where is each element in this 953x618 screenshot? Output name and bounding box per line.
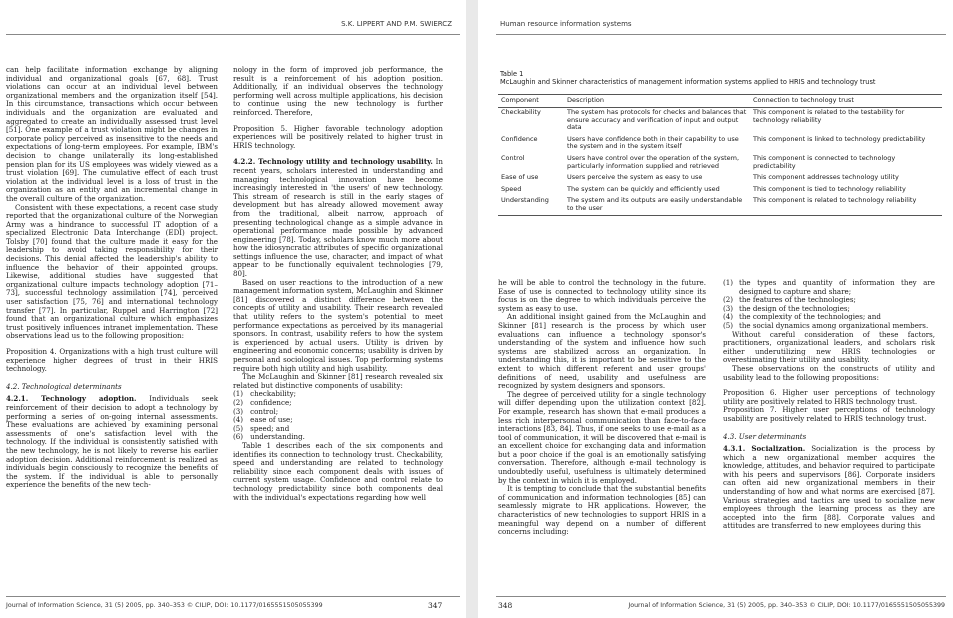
page-number: 347 [428,601,443,610]
table-row [498,173,942,185]
proposition-5: Proposition 5. Higher favorable technology adoption experiences will be positively related to higher trust in HRIS technology. [233,123,443,150]
table-1 [498,94,942,216]
footer-rule [496,596,946,597]
proposition-7: Proposition 7. Higher user perceptions of technology usability are positively related to HRIS technology trust. [723,405,935,423]
paragraph: These observations on the constructs of utility and usability lead to the following propositions: [723,363,935,382]
table-cell: This component is linked to technology predictability [753,134,926,143]
list-item: (3) the design of the technologies; [723,303,850,313]
table-cell: Checkability [501,108,541,117]
page-number: 348 [498,601,513,610]
list-item: (6) understanding. [233,432,305,442]
table-cell: Speed [501,184,522,193]
footer-citation: Journal of Information Science, 31 (5) 2005, pp. 340–353 © CILIP, DOI: 10.1177/0165551505055399 [6,602,323,609]
table-cell: The system has protocols for checks and balances that ensure accuracy and verification of input and output data [567,108,747,132]
table-label: Table 1 [500,70,524,78]
table-row [498,184,942,196]
right-page [478,0,953,618]
paragraph: The degree of perceived utility for a single technology will differ depending upon the utilization context [82]. For example, research has shown that e-mail produces a less rich interpersonal communication than face-to-face interactions [83, 84]. Thus, if one seeks to use e-mail as a tool of communication, it will be discovered that e-mail is an excellent choice for exchanging data and information but a poor choice if the goal is an emotionally satisfying conversation. Therefore, although e-mail technology is undoubtedly useful, usefulness is ultimately determined by the context in which it is employed. [498,389,706,485]
table-row [498,154,942,173]
subsection-heading: 4.2.1. Technology adoption. [6,394,137,404]
table-cell: Control [501,154,525,163]
concerns-list [723,279,935,331]
table-row [498,107,942,134]
paragraph: Table 1 describes each of the six components and identifies its connection to technology trust. Checkability, speed and understanding are related to technology reliability since each component deals with issues of current system usage. Confidence and control relate to technology predictability since both components deal with the individual's expectations regarding how well [233,440,443,502]
running-head-title: Human resource information systems [500,20,632,28]
list-item: (2) confidence; [233,397,292,407]
list-item: (1) the types and quantity of information they are designed to capture and share; [723,278,935,296]
column-header: Connection to technology trust [750,95,942,108]
table-cell: This component is tied to technology reliability [753,184,906,193]
left-column-1 [6,66,218,490]
list-item: (3) control; [233,406,279,416]
table-cell: This component is related to the testability for technology reliability [753,108,905,124]
table-cell: Confidence [501,134,538,143]
table-cell: Ease of use [501,173,539,182]
paragraph: can help facilitate information exchange by aligning individual and organizational goals [67, 68]. Trust violations can occur at an individual level between organizational members and the organization itself [54]. In this circumstance, transactions which occur between individuals and the organization are evaluated and aggregated to create an individually assessed trust level [51]. One example of a trust violation might be changes in corporate policy perceived as insensitive to the needs and expectations of long-term employees. For example, IBM's decision to change unilaterally its long-established pension plan for its US employees was widely viewed as a trust violation [69]. The cumulative effect of each trust violation at the individual level is a loss of trust in the organization as an entity and an incremental change in the overall culture of the organization. [6,65,218,203]
page-gutter [466,0,478,618]
table-title: McLaughin and Skinner characteristics of management information systems applied to HRIS and technology trust [500,78,876,86]
footer-rule [6,596,460,597]
table-row [498,134,942,153]
paragraph: An additional insight gained from the McLaughin and Skinner [81] research is the process by which user evaluations can influence a technology sponsor's understanding of the system and influence how such systems are stabilized across an organization. In understanding this, it is important to be sensitive to the extent to which different referent and user groups' definitions of need, usability and usefulness are recognized by system designers and sponsors. [498,312,706,391]
header-rule [6,34,460,35]
list-item: (5) speed; and [233,423,290,433]
paragraph: Without careful consideration of these factors, practitioners, organizational leaders, and scholars risk either underutilizing new HRIS technologies or overestimating their utility and usability. [723,329,935,365]
list-item: (1) checkability; [233,389,296,399]
subsection-text: Individuals seek reinforcement of their decision to adopt a technology by performing a series of on-going internal assessments. These evaluations are achieved by examining personal assessments of one's satisfaction level with the technology. If the individual is consistently satisfied with the new technology, he is not likely to reverse his earlier adoption decision. Additional reinforcement is realized as individuals begin consciously to recognize the benefits of the system. If the individual is able to personally experience the benefits of the new tech- [6,394,218,490]
right-column-1 [498,279,706,537]
paragraph: he will be able to control the technology in the future. Ease of use is connected to technology utility since its focus is on the degree to which individuals perceive the system as easy to use. [498,278,706,313]
running-head-authors: S.K. LIPPERT AND P.M. SWIERCZ [341,20,452,28]
subsection-heading: 4.2.2. Technology utility and technology usability. [233,157,433,167]
paragraph: Consistent with these expectations, a recent case study reported that the organizational culture of the Norwegian Army was a hindrance to successful IT adoption of a specialized Electronic Data Interchange (EDI) project. Tolsby [70] found that the culture made it easy for the leadership to avoid taking responsibility for their decisions. This denial affected the leadership's ability to influence the behavior of their appointed groups. Likewise, additional studies have suggested that organizational culture impacts technology adoption [71–73], successful technology assimilation [74], perceived user satisfaction [75, 76] and international technology transfer [77]. In particular, Ruppel and Harrington [72] found that an organizational culture which emphasizes trust positively influences intranet implementation. These observations lead us to the following proposition: [6,202,218,341]
proposition-6: Proposition 6. Higher user perceptions of technology utility are positively related to HRIS technology trust. [723,388,935,406]
subsection-heading: 4.3.1. Socialization. [723,444,806,454]
footer-citation: Journal of Information Science, 31 (5) 2005, pp. 340–353 © CILIP, DOI: 10.1177/0165551505055399 [628,602,945,609]
subsection-paragraph [723,445,935,531]
table-caption [500,70,940,86]
subsection-paragraph [6,395,218,490]
table-cell: Users have confidence both in their capability to use the system and in the system itself [567,134,739,151]
table-cell: This component is connected to technology predictability [753,154,896,170]
table-cell: Users perceive the system as easy to use [567,173,703,182]
subsection-paragraph [233,158,443,278]
header-rule [496,34,946,35]
table-cell: Understanding [498,196,564,216]
table-header-row [498,95,942,108]
right-column-2 [723,279,935,531]
paragraph: Based on user reactions to the introduction of a new management information system, McLaughin and Skinner [81] discovered a distinct difference between the concepts of utility and usability. Their research revealed that utility refers to the system's potential to meet performance expectations as perceived by its managerial sponsors. In contrast, usability refers to how the system is experienced by actual users. Utility is driven by engineering and economic concerns; usability is driven by personal and sociological issues. Top performing systems require both high utility and high usability. [233,277,443,373]
paragraph: It is tempting to conclude that the substantial benefits of communication and information technologies [85] can seamlessly migrate to HR applications. However, the characteristics of new technologies to support HRIS in a meaningful way depend on a number of different concerns including: [498,484,706,537]
left-column-2 [233,66,443,502]
left-page [0,0,466,618]
table-cell: This component is related to technology reliability [750,196,942,216]
table-row [498,196,942,216]
table-cell: The system and its outputs are easily understandable to the user [564,196,750,216]
column-header: Component [498,95,564,108]
proposition-4: Proposition 4. Organizations with a high trust culture will experience higher degrees of trust in their HRIS technology. [6,347,218,374]
table-cell: The system can be quickly and efficiently used [567,184,720,193]
paragraph: nology in the form of improved job performance, the result is a reinforcement of his adoption position. Additionally, if an individual observes the technology performing well across multiple applications, his decision to continue using the new technology is further reinforced. Therefore, [233,65,443,117]
list-item: (2) the features of the technologies; [723,295,856,305]
usability-list [233,390,443,442]
table-cell: Users have control over the operation of the system, particularly information supplied and retrieved [567,154,740,170]
paragraph: The McLaughin and Skinner [81] research revealed six related but distinctive components of usability: [233,372,443,390]
section-heading: 4.2. Technological determinants [6,381,122,391]
list-item: (5) the social dynamics among organizational members. [723,320,929,330]
subsection-text: Socialization is the process by which a new organizational member acquires the knowledge, attitudes, and behavior required to participate with his peers and supervisors [86]. Corporate insiders can often aid new organizational members in their understanding of how and what norms are exercised [87]. Various strategies and tactics are used to socialize new employees through the learning process as they are accepted into the firm [88]. Corporate values and attitudes are transferred to new employees during this [723,444,935,531]
column-header: Description [564,95,750,108]
table-cell: This component addresses technology utility [753,173,899,182]
section-heading: 4.3. User determinants [723,431,807,441]
subsection-text: In recent years, scholars interested in understanding and managing technological innovation have become increasingly interested in 'the users' of new technology. This stream of research is still in the early stages of development but has already allowed movement away from the traditional, albeit narrow, approach of presenting technological change as a simple advance in operational performance made possible by advanced engineering [78]. Today, scholars know much more about how the idiosyncratic attributes of specific organizational settings influence the use, character, and impact of what appear to be functionally equivalent technologies [79, 80]. [233,157,443,279]
list-item: (4) ease of use; [233,415,293,425]
list-item: (4) the complexity of the technologies; and [723,312,881,322]
